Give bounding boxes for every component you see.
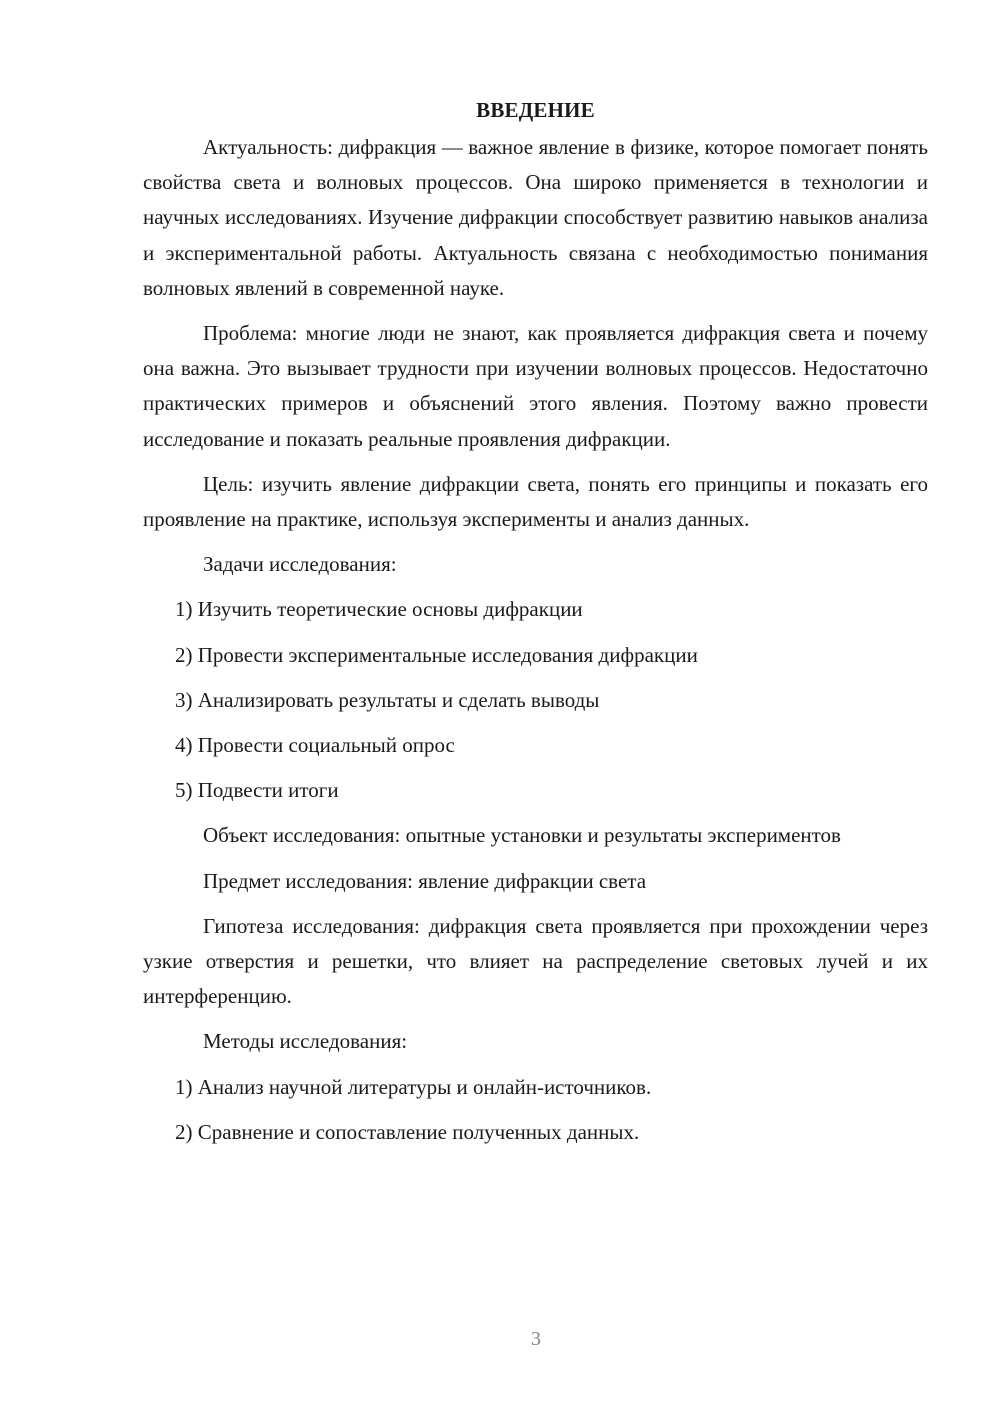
methods-heading: Методы исследования: (203, 1029, 408, 1054)
list-item: 2) Провести экспериментальные исследования дифракции (175, 642, 698, 667)
goal-paragraph: Цель: изучить явление дифракции света, понять его принципы и показать его проявление на практике, используя эксперименты и анализ данных. (143, 471, 928, 532)
section-title: ВВЕДЕНИЕ (476, 98, 595, 122)
tasks-list (143, 592, 928, 808)
list-item: 2) Сравнение и сопоставление полученных данных. (175, 1119, 640, 1144)
tasks-heading: Задачи исследования: (203, 552, 397, 577)
list-item: 4) Провести социальный опрос (175, 733, 455, 758)
object-paragraph: Объект исследования: опытные установки и результаты экспериментов (203, 823, 841, 848)
document-page (143, 95, 928, 1150)
page-number: 3 (531, 1328, 541, 1350)
hypothesis-paragraph: Гипотеза исследования: дифракция света проявляется при прохождении через узкие отверстия и решетки, что влияет на распределение световых лучей и их интерференцию. (143, 913, 928, 1009)
methods-list (143, 1070, 928, 1150)
relevance-paragraph: Актуальность: дифракция — важное явление в физике, которое помогает понять свойства света и волновых процессов. Она широко применяется в технологии и научных исследованиях. Изучение дифракции способствует развитию навыков анализа и экспериментальной работы. Актуальность связана с необходимостью понимания волновых явлений в современной науке. (143, 135, 928, 300)
list-item: 3) Анализировать результаты и сделать выводы (175, 687, 600, 712)
list-item: 1) Анализ научной литературы и онлайн-источников. (175, 1074, 652, 1099)
list-item: 5) Подвести итоги (175, 778, 339, 803)
list-item: 1) Изучить теоретические основы дифракции (175, 597, 583, 622)
subject-paragraph: Предмет исследования: явление дифракции света (203, 868, 647, 893)
problem-paragraph: Проблема: многие люди не знают, как проявляется дифракция света и почему она важна. Это вызывает трудности при изучении волновых процессов. Недостаточно практических примеров и объяснений этого явления. Поэтому важно провести исследование и показать реальные проявления дифракции. (143, 321, 928, 451)
